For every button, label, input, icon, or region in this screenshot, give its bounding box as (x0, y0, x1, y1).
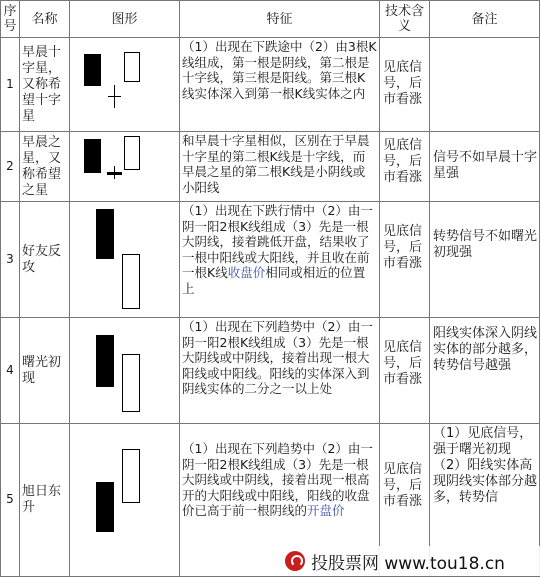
bearish-candle (96, 335, 114, 387)
row-number: 2 (1, 132, 20, 202)
row-number: 5 (1, 424, 20, 577)
pattern-feature: 和早晨十字星相似，区别在于早晨十字星的第二根K线是十字线，而早晨之星的第二根K线是小阴线或小阳线 (180, 132, 380, 202)
bearish-candle (96, 209, 114, 259)
pattern-figure (70, 424, 180, 577)
pattern-feature: （1）出现在下跌行情中（2）由一阴一阳2根K线组成（3）先是一根大阴线，接着跳低开盘，结果收了一根中阳线或大阳线，并且收在前一根K线收盘价相同或相近的位置上 (180, 202, 380, 318)
bearish-candle (96, 482, 114, 532)
pattern-feature: （1）出现在下列趋势中（2）由一阴一阳2根K线组成（3）先是一根大阴线或中阴线，接着出现一根大阳线或中阳线。阳线的实体深入到阴线实体的二分之一以上处 (180, 318, 380, 424)
pattern-figure (70, 202, 180, 318)
bearish-candle (84, 54, 101, 86)
pattern-figure (70, 132, 180, 202)
pattern-note: 转势信号不如曙光初现强 (430, 202, 540, 318)
pattern-figure (70, 318, 180, 424)
pattern-tech: 见底信号，后市看涨 (380, 424, 430, 577)
row-number: 1 (1, 38, 20, 132)
row-number: 4 (1, 318, 20, 424)
row-number: 3 (1, 202, 20, 318)
pattern-figure (70, 38, 180, 132)
pattern-name: 早晨十字星，又称希望十字星 (20, 38, 70, 132)
pattern-name: 曙光初现 (20, 318, 70, 424)
pattern-feature: （1）出现在下列趋势中（2）由一阴一阳2根K线组成（3）先是一根大阴线或中阴线，接着出现一根高开的大阳线或中阳线，阳线的收盘价已高于前一根阴线的开盘价 (180, 424, 380, 577)
pattern-tech: 见底信号，后市看涨 (380, 202, 430, 318)
site-watermark (279, 546, 541, 576)
site-logo-icon (285, 551, 305, 571)
pattern-name: 早晨之星，又称希望之星 (20, 132, 70, 202)
pattern-note: （1）见底信号，强于曙光初现（2）阳线实体高现阴线实体部分越多，转势信 (430, 424, 540, 577)
pattern-tech: 见底信号，后市看涨 (380, 318, 430, 424)
pattern-note: 阳线实体深入阴线实体的部分越多，转势信号越强 (430, 318, 540, 424)
pattern-note: 信号不如早晨十字星强 (430, 132, 540, 202)
watermark-text: 投股票网 www.tou18.cn (311, 553, 505, 574)
doji-horizontal-line (108, 96, 121, 97)
bullish-candle (124, 52, 140, 82)
bullish-candle (124, 136, 140, 170)
pattern-name: 好友反攻 (20, 202, 70, 318)
header-num: 序号 (1, 1, 20, 38)
pattern-tech: 见底信号，后市看涨 (380, 132, 430, 202)
header-feature: 特征 (180, 1, 380, 38)
pattern-name: 旭日东升 (20, 424, 70, 577)
bearish-candle (84, 139, 101, 173)
header-figure: 图形 (70, 1, 180, 38)
bullish-candle (122, 449, 140, 503)
pattern-feature: （1）出现在下跌途中（2）由3根K线组成，第一根是阴线，第二根是十字线，第三根是阳线。第三根K线实体深入到第一根K线实体之内 (180, 38, 380, 132)
pattern-note (430, 38, 540, 132)
pattern-tech: 见底信号，后市看涨 (380, 38, 430, 132)
header-tech: 技术含义 (380, 1, 430, 38)
small-candle (107, 172, 122, 175)
header-note: 备注 (430, 1, 540, 38)
bullish-candle (122, 354, 140, 412)
header-name: 名称 (20, 1, 70, 38)
bullish-candle (122, 254, 140, 309)
